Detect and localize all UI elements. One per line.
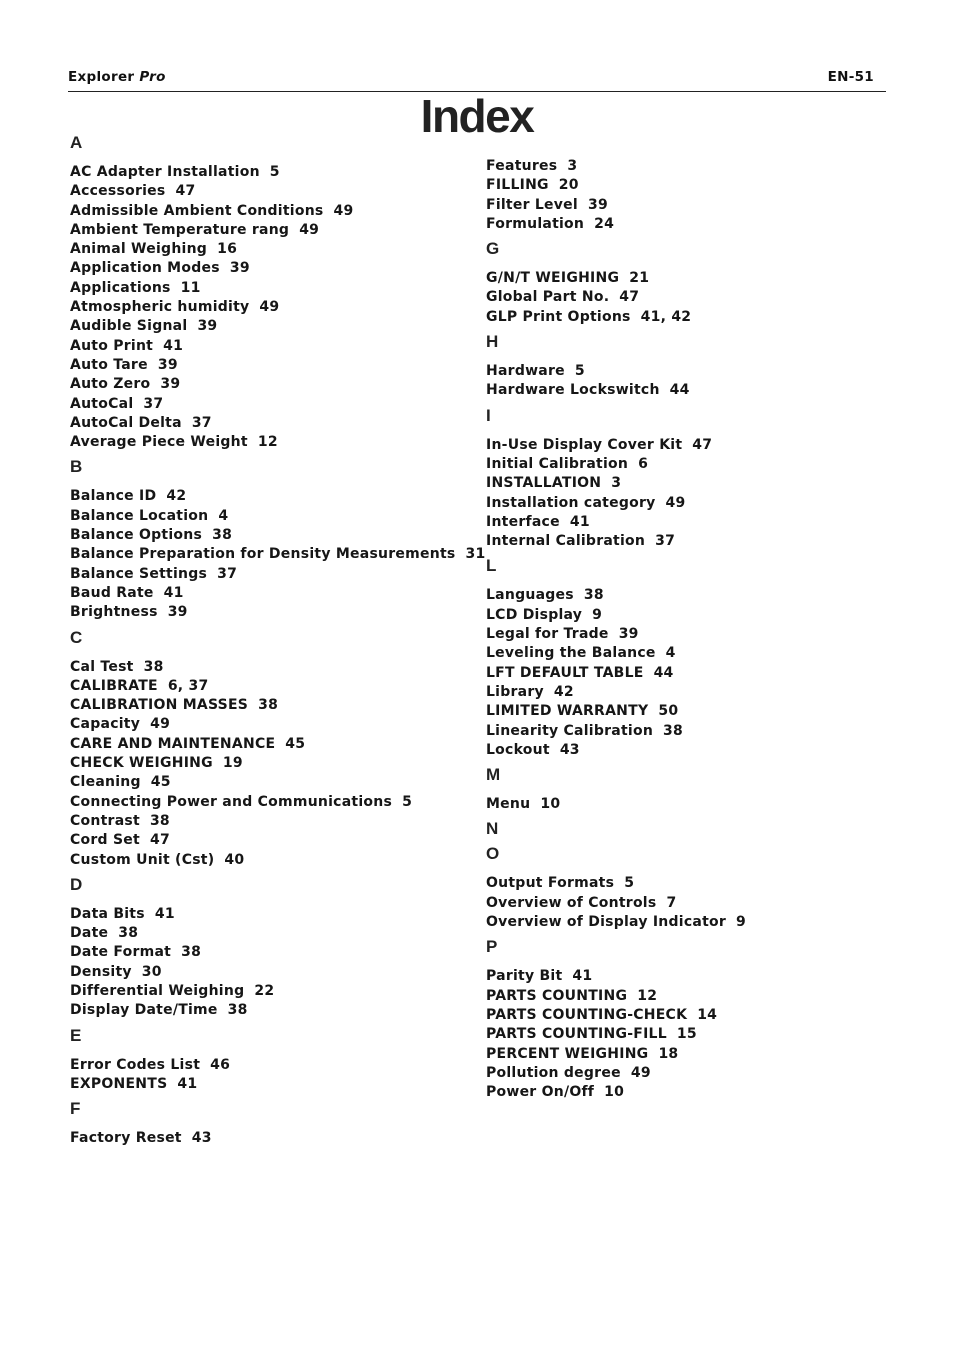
- index-entry: [70, 851, 460, 870]
- index-section: [70, 1025, 460, 1095]
- index-entry: [486, 874, 886, 893]
- entry-pages: 38: [118, 925, 139, 942]
- section-letter: L: [486, 556, 497, 576]
- entry-pages: 39: [157, 356, 178, 373]
- entry-pages: 47: [619, 289, 640, 306]
- entry-list: [70, 487, 486, 622]
- entry-term: CALIBRATE: [70, 677, 158, 694]
- entry-term: Animal Weighing: [70, 241, 208, 258]
- entry-pages: 38: [583, 587, 604, 604]
- entry-term: Error Codes List: [70, 1056, 201, 1073]
- index-entry: [486, 987, 886, 1006]
- entry-term: LFT DEFAULT TABLE: [486, 664, 644, 681]
- entry-pages: 41: [569, 513, 590, 530]
- index-section: [486, 843, 886, 932]
- entry-pages: 12: [257, 434, 278, 451]
- entry-term: AC Adapter Installation: [70, 164, 260, 180]
- entry-pages: 44: [669, 382, 690, 399]
- index-entry: [486, 288, 886, 307]
- entry-pages: 41: [154, 905, 175, 922]
- entry-term: Custom Unit (Cst): [70, 851, 215, 868]
- entry-pages: 30: [141, 963, 162, 980]
- section-letter: F: [70, 1099, 81, 1119]
- index-entry: [70, 1001, 460, 1020]
- index-entry: [70, 433, 460, 452]
- entry-term: Balance Location: [70, 507, 209, 524]
- index-entry: [486, 157, 886, 176]
- entry-pages: 6: [638, 455, 649, 472]
- entry-pages: 42: [166, 488, 187, 505]
- index-entry: [70, 1075, 460, 1094]
- index-entry: [486, 455, 886, 474]
- index-entry: [70, 754, 460, 773]
- index-entry: [486, 606, 886, 625]
- entry-term: CHECK WEIGHING: [70, 755, 213, 772]
- entry-term: Ambient Temperature rang: [70, 221, 290, 238]
- index-entry: [70, 658, 460, 677]
- index-section: [486, 818, 886, 839]
- index-entry: [70, 831, 460, 850]
- entry-term: Cord Set: [70, 832, 140, 849]
- index-entry: [70, 793, 460, 812]
- index-entry: [70, 905, 460, 924]
- entry-term: Installation category: [486, 494, 656, 511]
- entry-term: Global Part No.: [486, 289, 610, 306]
- index-entry: [70, 487, 460, 506]
- index-entry: [486, 625, 886, 644]
- index-entry: [486, 702, 886, 721]
- entry-pages: 50: [658, 703, 679, 720]
- entry-list: [70, 658, 460, 870]
- entry-term: INSTALLATION: [486, 475, 602, 492]
- entry-pages: 9: [736, 914, 747, 931]
- entry-pages: 38: [149, 812, 170, 829]
- index-entry: [486, 494, 886, 513]
- entry-pages: 22: [254, 982, 275, 999]
- entry-pages: 38: [258, 697, 279, 714]
- entry-term: Parity Bit: [486, 968, 563, 985]
- entry-pages: 4: [665, 645, 676, 662]
- entry-pages: 15: [676, 1026, 697, 1043]
- product-name-italic: Pro: [139, 69, 166, 85]
- section-letter: C: [70, 627, 83, 647]
- entry-term: Menu: [486, 796, 531, 813]
- entry-pages: 10: [604, 1084, 625, 1101]
- index-entry: [486, 644, 886, 663]
- entry-term: Contrast: [70, 812, 140, 829]
- index-entry: [70, 414, 460, 433]
- entry-term: Date: [70, 925, 109, 942]
- entry-pages: 45: [285, 735, 306, 752]
- entry-term: In-Use Display Cover Kit: [486, 436, 683, 453]
- entry-list: [486, 362, 886, 401]
- entry-term: Power On/Off: [486, 1084, 595, 1101]
- entry-pages: 42: [553, 683, 574, 700]
- entry-pages: 45: [150, 774, 171, 791]
- entry-term: Brightness: [70, 604, 158, 621]
- index-entry: [70, 356, 460, 375]
- entry-term: LCD Display: [486, 606, 583, 623]
- index-entry: [70, 677, 460, 696]
- index-entry: [486, 683, 886, 702]
- section-letter: A: [70, 133, 83, 152]
- entry-term: Application Modes: [70, 260, 220, 277]
- entry-pages: 6, 37: [167, 677, 209, 694]
- entry-term: Balance Options: [70, 527, 203, 544]
- entry-pages: 38: [181, 944, 202, 961]
- index-entry: [70, 259, 460, 278]
- entry-term: Audible Signal: [70, 318, 188, 335]
- section-letter: N: [486, 819, 499, 839]
- product-name-main: Explorer: [68, 69, 135, 85]
- entry-list: [70, 1056, 460, 1095]
- entry-term: Admissible Ambient Conditions: [70, 202, 324, 219]
- index-section: [70, 874, 460, 1021]
- index-entry: [70, 943, 460, 962]
- index-entry: [486, 1064, 886, 1083]
- entry-term: Overview of Display Indicator: [486, 914, 727, 931]
- entry-pages: 41: [163, 584, 184, 601]
- entry-pages: 24: [594, 215, 615, 232]
- entry-pages: 47: [149, 832, 170, 849]
- entry-pages: 49: [299, 221, 320, 238]
- index-section: [486, 405, 886, 552]
- entry-term: Overview of Controls: [486, 894, 657, 911]
- entry-term: Linearity Calibration: [486, 722, 654, 739]
- section-letter: B: [70, 457, 83, 477]
- entry-pages: 16: [217, 241, 238, 258]
- index-column-right: [486, 157, 886, 1106]
- entry-pages: 38: [143, 658, 164, 675]
- entry-pages: 43: [559, 741, 580, 758]
- index-entry: [486, 196, 886, 215]
- entry-pages: 10: [540, 796, 561, 813]
- entry-pages: 46: [210, 1056, 231, 1073]
- entry-term: PARTS COUNTING: [486, 987, 628, 1004]
- entry-pages: 3: [611, 475, 622, 492]
- index-entry: [486, 532, 886, 551]
- entry-pages: 41, 42: [640, 308, 692, 325]
- entry-term: Auto Tare: [70, 356, 148, 373]
- index-entry: [486, 1025, 886, 1044]
- index-entry: [70, 298, 460, 317]
- index-entry: [70, 279, 460, 298]
- index-entry: [70, 715, 460, 734]
- index-entry: [486, 381, 886, 400]
- index-entry: [70, 182, 460, 201]
- index-section: [486, 764, 886, 814]
- page-number: EN-51: [827, 69, 874, 85]
- entry-term: Date Format: [70, 944, 172, 961]
- entry-pages: 47: [692, 436, 713, 453]
- entry-pages: 41: [572, 968, 593, 985]
- section-letter: G: [486, 239, 500, 259]
- entry-pages: 19: [222, 755, 243, 772]
- entry-list: [486, 586, 886, 760]
- entry-pages: 41: [163, 337, 184, 354]
- entry-term: AutoCal: [70, 395, 134, 412]
- index-entry: [70, 526, 460, 545]
- entry-pages: 39: [229, 260, 250, 277]
- entry-term: Cal Test: [70, 658, 134, 675]
- entry-pages: 5: [624, 875, 635, 892]
- index-entry: [70, 773, 460, 792]
- section-letter: I: [486, 405, 491, 425]
- index-section: [486, 936, 886, 1102]
- index-entry: [70, 317, 460, 336]
- index-entry: [486, 722, 886, 741]
- entry-term: Leveling the Balance: [486, 645, 656, 662]
- index-entry: [70, 963, 460, 982]
- entry-pages: 39: [618, 626, 639, 643]
- index-entry: [486, 586, 886, 605]
- index-entry: [486, 176, 886, 195]
- entry-term: Hardware: [486, 363, 565, 380]
- entry-pages: 44: [653, 664, 674, 681]
- entry-pages: 9: [592, 606, 603, 623]
- entry-pages: 21: [629, 270, 650, 287]
- entry-term: Connecting Power and Communications: [70, 793, 393, 810]
- index-entry: [486, 215, 886, 234]
- section-letter: O: [486, 844, 500, 864]
- entry-term: Formulation: [486, 215, 585, 232]
- entry-term: Applications: [70, 279, 171, 296]
- index-entry: [70, 240, 460, 259]
- entry-pages: 5: [269, 164, 280, 180]
- index-section: [70, 132, 460, 452]
- entry-pages: 49: [333, 202, 354, 219]
- entry-list: [486, 967, 886, 1102]
- index-entry: [70, 337, 460, 356]
- entry-term: PARTS COUNTING-CHECK: [486, 1006, 688, 1023]
- page-header: [68, 69, 886, 92]
- product-name: [68, 69, 166, 85]
- entry-term: Auto Zero: [70, 376, 151, 393]
- index-entry: [70, 395, 460, 414]
- index-entry: [70, 1056, 460, 1075]
- entry-pages: 5: [574, 363, 585, 380]
- entry-term: Filter Level: [486, 196, 578, 213]
- entry-term: Density: [70, 963, 132, 980]
- index-section: [486, 157, 886, 234]
- entry-term: GLP Print Options: [486, 308, 631, 325]
- index-section: [70, 456, 486, 622]
- section-letter: P: [486, 937, 498, 957]
- entry-pages: 7: [666, 894, 677, 911]
- entry-term: Display Date/Time: [70, 1002, 218, 1019]
- entry-pages: 37: [143, 395, 164, 412]
- entry-term: Atmospheric humidity: [70, 299, 250, 316]
- entry-term: Baud Rate: [70, 584, 154, 601]
- entry-term: LIMITED WARRANTY: [486, 703, 649, 720]
- entry-pages: 49: [150, 716, 171, 733]
- section-letter: H: [486, 332, 499, 352]
- entry-list: [70, 905, 460, 1021]
- index-entry: [486, 1006, 886, 1025]
- entry-pages: 31: [465, 546, 486, 563]
- entry-term: PARTS COUNTING-FILL: [486, 1026, 667, 1043]
- index-section: [70, 627, 460, 870]
- entry-pages: 11: [180, 279, 201, 296]
- index-entry: [70, 735, 460, 754]
- entry-pages: 39: [587, 196, 608, 213]
- index-entry: [70, 202, 460, 221]
- entry-pages: 39: [167, 604, 188, 621]
- entry-list: [486, 157, 886, 234]
- entry-list: [486, 436, 886, 552]
- entry-pages: 49: [630, 1064, 651, 1081]
- entry-pages: 18: [658, 1045, 679, 1062]
- index-entry: [486, 1045, 886, 1064]
- entry-pages: 47: [175, 183, 196, 200]
- index-section: [486, 555, 886, 760]
- index-entry: [486, 436, 886, 455]
- index-entry: [486, 664, 886, 683]
- entry-pages: 5: [402, 793, 413, 810]
- entry-term: Differential Weighing: [70, 982, 245, 999]
- entry-term: Lockout: [486, 741, 550, 758]
- entry-term: FILLING: [486, 177, 549, 194]
- entry-term: CARE AND MAINTENANCE: [70, 735, 276, 752]
- entry-term: Features: [486, 158, 558, 174]
- index-section: [70, 1098, 460, 1148]
- index-entry: [70, 163, 460, 182]
- entry-pages: 43: [191, 1130, 212, 1147]
- index-column-left: [70, 128, 486, 1152]
- entry-pages: 3: [567, 158, 578, 174]
- entry-term: Legal for Trade: [486, 626, 609, 643]
- entry-pages: 41: [177, 1075, 198, 1092]
- entry-term: Initial Calibration: [486, 455, 629, 472]
- entry-pages: 38: [663, 722, 684, 739]
- entry-term: Hardware Lockswitch: [486, 382, 660, 399]
- entry-pages: 37: [655, 533, 676, 550]
- index-entry: [70, 696, 460, 715]
- section-letter: M: [486, 765, 501, 785]
- entry-term: Internal Calibration: [486, 533, 646, 550]
- entry-term: CALIBRATION MASSES: [70, 697, 249, 714]
- entry-pages: 37: [191, 414, 212, 431]
- index-entry: [70, 375, 460, 394]
- entry-pages: 38: [227, 1002, 248, 1019]
- entry-list: [486, 269, 886, 327]
- index-entry: [70, 1129, 460, 1148]
- index-section: [486, 238, 886, 327]
- entry-pages: 40: [224, 851, 245, 868]
- entry-list: [486, 874, 886, 932]
- entry-term: Auto Print: [70, 337, 154, 354]
- entry-term: Pollution degree: [486, 1064, 621, 1081]
- entry-term: Balance ID: [70, 488, 157, 505]
- index-entry: [486, 741, 886, 760]
- entry-list: [70, 1129, 460, 1148]
- entry-term: PERCENT WEIGHING: [486, 1045, 649, 1062]
- entry-list: [70, 163, 460, 452]
- entry-term: Interface: [486, 513, 560, 530]
- entry-pages: 12: [637, 987, 658, 1004]
- entry-pages: 39: [160, 376, 181, 393]
- entry-term: Cleaning: [70, 774, 141, 791]
- index-entry: [486, 269, 886, 288]
- index-entry: [486, 967, 886, 986]
- section-letter: D: [70, 874, 83, 894]
- entry-pages: 4: [218, 507, 229, 524]
- index-entry: [70, 812, 460, 831]
- index-entry: [486, 894, 886, 913]
- index-entry: [486, 913, 886, 932]
- entry-pages: 49: [259, 299, 280, 316]
- index-entry: [70, 584, 460, 603]
- entry-term: AutoCal Delta: [70, 414, 182, 431]
- index-entry: [486, 362, 886, 381]
- page-title: Index: [420, 90, 534, 142]
- entry-pages: 14: [697, 1006, 718, 1023]
- entry-list: [486, 795, 886, 814]
- index-entry: [70, 221, 460, 240]
- entry-term: Data Bits: [70, 905, 145, 922]
- index-entry: [486, 513, 886, 532]
- entry-term: Average Piece Weight: [70, 434, 248, 451]
- entry-term: Balance Settings: [70, 565, 208, 582]
- entry-term: Balance Preparation for Density Measurements: [70, 546, 456, 563]
- entry-pages: 20: [558, 177, 579, 194]
- index-entry: [486, 1083, 886, 1102]
- index-section: [486, 331, 886, 401]
- entry-term: G/N/T WEIGHING: [486, 270, 620, 287]
- index-entry: [70, 982, 460, 1001]
- entry-term: Accessories: [70, 183, 166, 200]
- index-entry: [70, 565, 460, 584]
- index-entry: [486, 795, 886, 814]
- entry-pages: 39: [197, 318, 218, 335]
- entry-term: Output Formats: [486, 875, 615, 892]
- section-letter: E: [70, 1025, 82, 1045]
- entry-term: Library: [486, 683, 544, 700]
- index-entry: [486, 474, 886, 493]
- index-entry: [70, 924, 460, 943]
- entry-term: EXPONENTS: [70, 1075, 168, 1092]
- entry-pages: 37: [217, 565, 238, 582]
- index-entry: [70, 603, 460, 622]
- entry-term: Capacity: [70, 716, 141, 733]
- entry-pages: 38: [212, 527, 233, 544]
- index-entry: [70, 545, 486, 564]
- index-entry: [486, 308, 886, 327]
- entry-term: Languages: [486, 587, 574, 604]
- index-entry: [70, 507, 460, 526]
- entry-pages: 49: [665, 494, 686, 511]
- entry-term: Factory Reset: [70, 1130, 182, 1147]
